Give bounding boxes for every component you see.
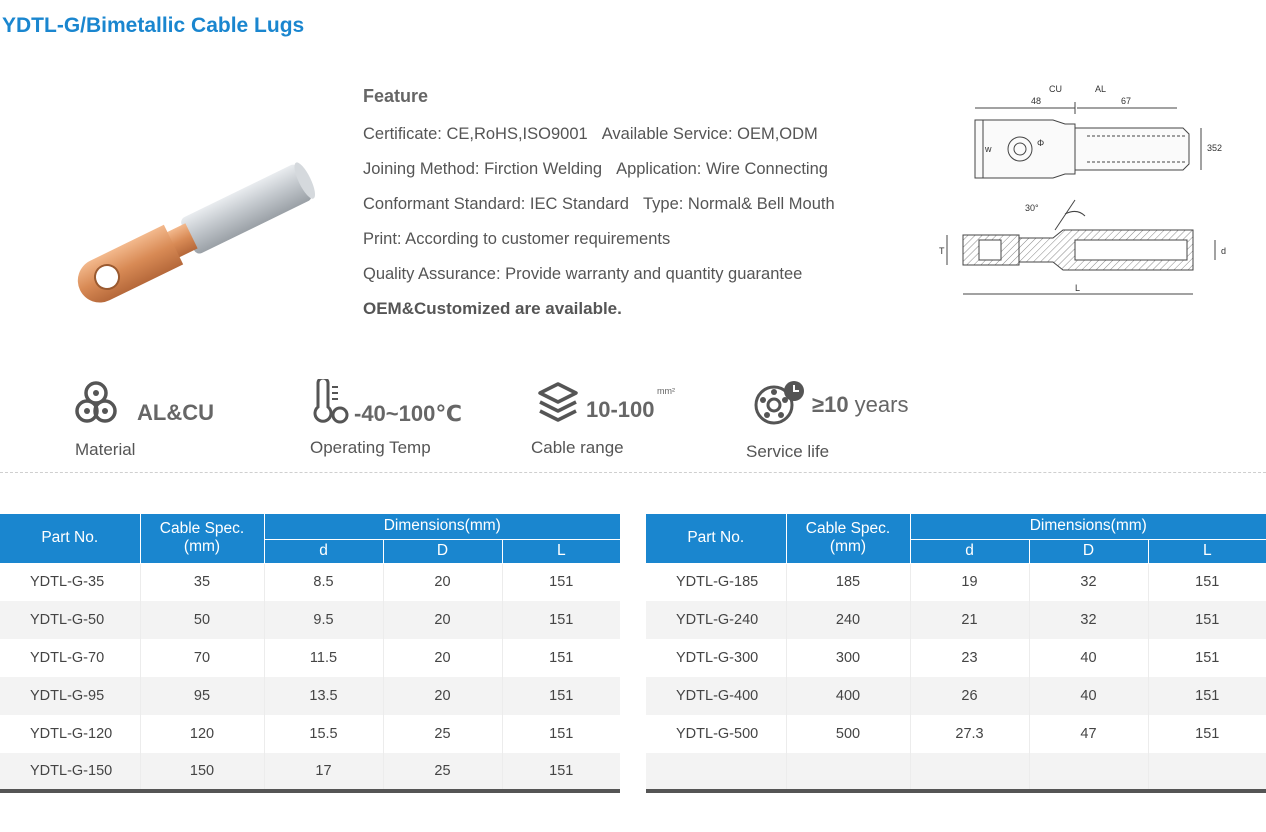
cable-range-label: Cable range bbox=[531, 438, 624, 457]
cable-spec-cell: 300 bbox=[786, 639, 910, 677]
header-cable-spec-label: Cable Spec. bbox=[805, 520, 891, 538]
temp-label: Operating Temp bbox=[310, 438, 431, 457]
service-life-value bbox=[812, 392, 908, 418]
page-title: YDTL-G/Bimetallic Cable Lugs bbox=[2, 14, 305, 37]
drawing-l-label: L bbox=[1075, 283, 1081, 293]
feature-line bbox=[363, 229, 923, 264]
L-cell bbox=[1148, 753, 1266, 791]
d-cell: 26 bbox=[910, 677, 1029, 715]
D-cell: 47 bbox=[1029, 715, 1148, 753]
D-cell: 32 bbox=[1029, 563, 1148, 601]
drawing-dim-352: 352 bbox=[1207, 143, 1223, 153]
layers-icon bbox=[536, 381, 580, 423]
part-no-cell: YDTL-G-70 bbox=[0, 639, 140, 677]
header-cable-spec-unit: (mm) bbox=[183, 538, 221, 556]
header-d-large: D bbox=[383, 539, 502, 563]
cables-icon bbox=[73, 377, 123, 427]
feature-quality: Quality Assurance: Provide warranty and quantity guarantee bbox=[363, 265, 803, 283]
spec-table-left bbox=[0, 514, 620, 793]
header-d-small: d bbox=[264, 539, 383, 563]
table-row bbox=[646, 677, 1266, 715]
L-cell: 151 bbox=[1148, 677, 1266, 715]
D-cell: 20 bbox=[383, 677, 502, 715]
header-part-no: Part No. bbox=[0, 514, 140, 563]
L-cell: 151 bbox=[1148, 563, 1266, 601]
part-no-cell: YDTL-G-35 bbox=[0, 563, 140, 601]
feature-print: Print: According to customer requirements bbox=[363, 230, 671, 248]
table-row bbox=[0, 563, 620, 601]
stat-temperature bbox=[310, 375, 510, 465]
feature-line bbox=[363, 124, 923, 159]
part-no-cell bbox=[646, 753, 786, 791]
part-no-cell: YDTL-G-400 bbox=[646, 677, 786, 715]
gear-clock-icon bbox=[752, 379, 806, 427]
d-cell: 21 bbox=[910, 601, 1029, 639]
spec-table-right bbox=[646, 514, 1266, 793]
material-value: AL&CU bbox=[137, 400, 214, 425]
part-no-cell: YDTL-G-95 bbox=[0, 677, 140, 715]
thermometer-icon bbox=[310, 379, 350, 425]
feature-line bbox=[363, 194, 923, 229]
drawing-t-label: T bbox=[939, 246, 945, 256]
service-life-symbol: ≥ bbox=[812, 392, 825, 417]
L-cell: 151 bbox=[502, 753, 620, 791]
d-cell: 15.5 bbox=[264, 715, 383, 753]
D-cell: 25 bbox=[383, 753, 502, 791]
d-cell: 13.5 bbox=[264, 677, 383, 715]
D-cell: 40 bbox=[1029, 639, 1148, 677]
cable-spec-cell: 400 bbox=[786, 677, 910, 715]
service-life-number: 10 bbox=[824, 392, 849, 417]
cable-spec-cell: 185 bbox=[786, 563, 910, 601]
feature-footer: OEM&Customized are available. bbox=[363, 299, 622, 318]
cable-spec-cell bbox=[786, 753, 910, 791]
header-part-no: Part No. bbox=[646, 514, 786, 563]
feature-heading: Feature bbox=[363, 86, 429, 106]
d-cell: 8.5 bbox=[264, 563, 383, 601]
cable-spec-cell: 240 bbox=[786, 601, 910, 639]
part-no-cell: YDTL-G-300 bbox=[646, 639, 786, 677]
part-no-cell: YDTL-G-50 bbox=[0, 601, 140, 639]
L-cell: 151 bbox=[502, 639, 620, 677]
L-cell: 151 bbox=[502, 563, 620, 601]
service-life-label: Service life bbox=[746, 442, 830, 461]
header-d-small: d bbox=[910, 539, 1029, 563]
feature-joining: Joining Method: Firction Welding bbox=[363, 160, 603, 178]
header-dimensions: Dimensions(mm) bbox=[264, 514, 620, 539]
table-row bbox=[646, 753, 1266, 791]
drawing-dim-67: 67 bbox=[1121, 96, 1132, 106]
d-cell: 11.5 bbox=[264, 639, 383, 677]
part-no-cell: YDTL-G-150 bbox=[0, 753, 140, 791]
L-cell: 151 bbox=[1148, 639, 1266, 677]
table-row bbox=[646, 639, 1266, 677]
header-cable-spec-label: Cable Spec. bbox=[159, 520, 245, 538]
D-cell: 25 bbox=[383, 715, 502, 753]
header-cable-spec bbox=[140, 514, 264, 563]
part-no-cell: YDTL-G-240 bbox=[646, 601, 786, 639]
drawing-al-label: AL bbox=[1095, 84, 1107, 94]
header-cable-spec bbox=[786, 514, 910, 563]
feature-type: Type: Normal& Bell Mouth bbox=[642, 195, 835, 213]
stat-cable-range bbox=[530, 375, 730, 465]
L-cell: 151 bbox=[502, 601, 620, 639]
cable-lug-product-image bbox=[60, 150, 340, 320]
cable-range-value: 10-100 bbox=[586, 397, 655, 422]
table-row bbox=[0, 753, 620, 791]
cable-spec-cell: 70 bbox=[140, 639, 264, 677]
L-cell: 151 bbox=[1148, 601, 1266, 639]
feature-certificate: Certificate: CE,RoHS,ISO9001 bbox=[363, 125, 588, 143]
drawing-dim-48: 48 bbox=[1031, 96, 1042, 106]
table-row bbox=[646, 563, 1266, 601]
d-cell: 27.3 bbox=[910, 715, 1029, 753]
drawing-cu-label: CU bbox=[1049, 84, 1062, 94]
header-cable-spec-unit: (mm) bbox=[829, 538, 867, 556]
d-cell: 23 bbox=[910, 639, 1029, 677]
D-cell bbox=[1029, 753, 1148, 791]
D-cell: 32 bbox=[1029, 601, 1148, 639]
table-row bbox=[646, 601, 1266, 639]
D-cell: 40 bbox=[1029, 677, 1148, 715]
d-cell: 19 bbox=[910, 563, 1029, 601]
feature-service: Available Service: OEM,ODM bbox=[601, 125, 818, 143]
D-cell: 20 bbox=[383, 639, 502, 677]
cable-spec-cell: 35 bbox=[140, 563, 264, 601]
cable-spec-cell: 120 bbox=[140, 715, 264, 753]
technical-drawing bbox=[925, 80, 1240, 305]
temp-value: -40~100℃ bbox=[354, 401, 462, 426]
table-row bbox=[0, 677, 620, 715]
service-life-suffix: years bbox=[848, 392, 909, 417]
cable-spec-cell: 150 bbox=[140, 753, 264, 791]
L-cell: 151 bbox=[502, 677, 620, 715]
material-label: Material bbox=[75, 440, 136, 459]
L-cell: 151 bbox=[502, 715, 620, 753]
feature-standard: Conformant Standard: IEC Standard bbox=[363, 195, 629, 213]
table-row bbox=[0, 601, 620, 639]
cable-spec-cell: 500 bbox=[786, 715, 910, 753]
header-l: L bbox=[1148, 539, 1266, 563]
D-cell: 20 bbox=[383, 601, 502, 639]
feature-section bbox=[363, 86, 923, 319]
cable-range-unit: mm² bbox=[657, 386, 675, 396]
cable-spec-cell: 50 bbox=[140, 601, 264, 639]
d-cell: 9.5 bbox=[264, 601, 383, 639]
header-l: L bbox=[502, 539, 620, 563]
table-row bbox=[0, 715, 620, 753]
section-divider bbox=[0, 472, 1266, 473]
part-no-cell: YDTL-G-500 bbox=[646, 715, 786, 753]
cable-spec-cell: 95 bbox=[140, 677, 264, 715]
drawing-d-label: d bbox=[1221, 246, 1227, 256]
feature-line bbox=[363, 159, 923, 194]
drawing-angle-label: 30° bbox=[1025, 203, 1039, 213]
table-row bbox=[0, 639, 620, 677]
D-cell: 20 bbox=[383, 563, 502, 601]
table-row bbox=[646, 715, 1266, 753]
d-cell bbox=[910, 753, 1029, 791]
d-cell: 17 bbox=[264, 753, 383, 791]
feature-line bbox=[363, 264, 923, 299]
stat-material bbox=[73, 375, 273, 465]
drawing-hole-label: Φ bbox=[1037, 138, 1045, 148]
drawing-w-label: w bbox=[985, 144, 992, 154]
header-dimensions: Dimensions(mm) bbox=[910, 514, 1266, 539]
feature-application: Application: Wire Connecting bbox=[616, 160, 828, 178]
header-d-large: D bbox=[1029, 539, 1148, 563]
part-no-cell: YDTL-G-185 bbox=[646, 563, 786, 601]
part-no-cell: YDTL-G-120 bbox=[0, 715, 140, 753]
stat-service-life bbox=[746, 375, 966, 465]
L-cell: 151 bbox=[1148, 715, 1266, 753]
